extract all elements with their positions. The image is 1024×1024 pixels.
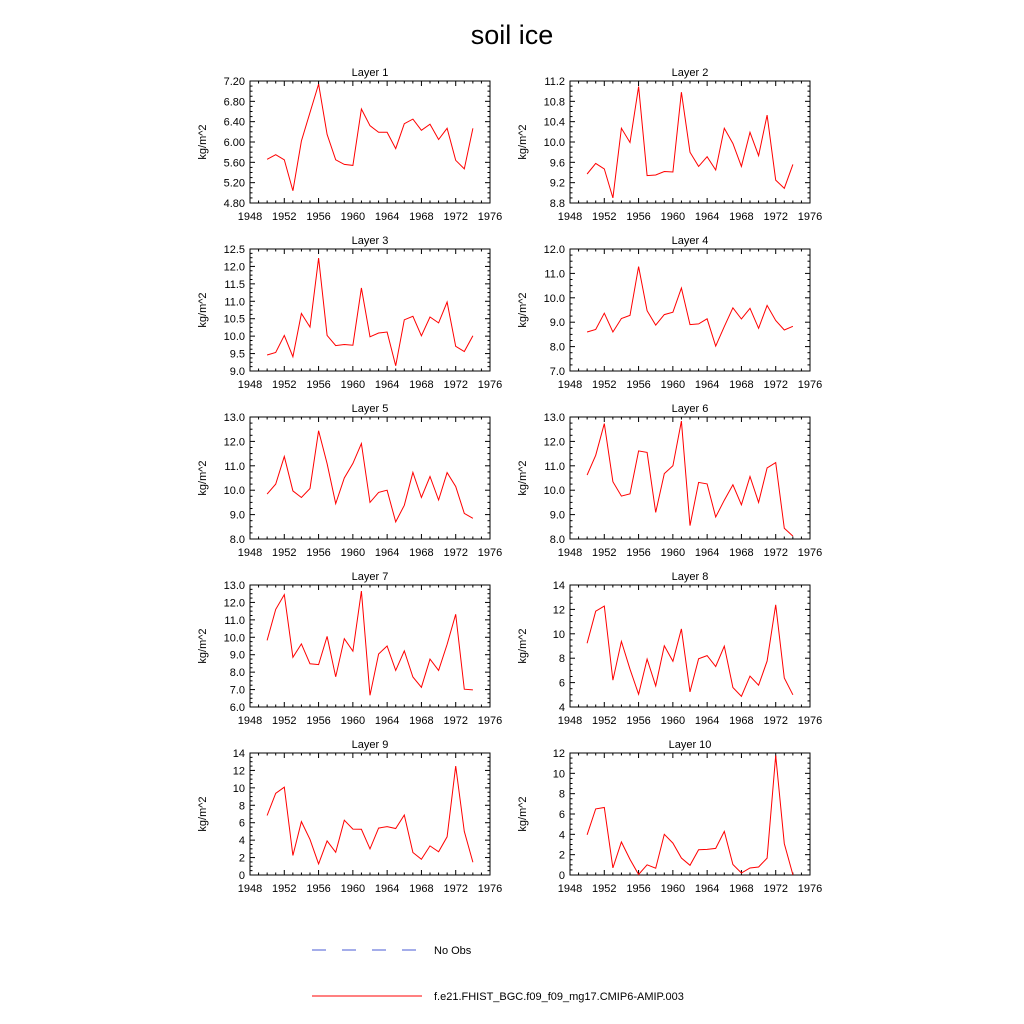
y-axis-label: kg/m^2 <box>517 628 529 664</box>
x-tick-label: 1960 <box>340 715 366 727</box>
x-tick-label: 1956 <box>626 211 651 223</box>
y-axis-label: kg/m^2 <box>197 628 209 664</box>
y-tick-label: 7.20 <box>223 76 245 88</box>
x-tick-label: 1972 <box>763 211 788 223</box>
y-tick-label: 4 <box>558 829 565 842</box>
y-tick-label: 9.5 <box>229 348 245 361</box>
y-tick-label: 9.0 <box>229 649 245 662</box>
x-tick-label: 1960 <box>340 547 366 559</box>
y-tick-label: 10.0 <box>223 331 245 344</box>
x-tick-label: 1952 <box>272 379 297 391</box>
y-tick-label: 10.0 <box>223 632 245 645</box>
x-tick-label: 1952 <box>272 547 297 559</box>
y-tick-label: 10 <box>552 628 565 641</box>
panel-layer-8 <box>517 571 822 727</box>
y-tick-label: 2 <box>558 849 565 862</box>
plot-frame <box>250 585 490 707</box>
y-tick-label: 12 <box>552 604 565 617</box>
plot-frame <box>570 249 810 371</box>
x-tick-label: 1972 <box>763 547 788 559</box>
x-tick-label: 1960 <box>340 211 366 223</box>
figure-title: soil ice <box>470 20 554 50</box>
legend-no-obs-label: No Obs <box>434 945 472 957</box>
panel-title: Layer 4 <box>671 235 709 247</box>
y-tick-label: 12 <box>232 765 245 778</box>
y-tick-label: 10.0 <box>543 485 565 498</box>
x-tick-label: 1960 <box>340 883 366 895</box>
y-tick-label: 11.0 <box>224 460 245 473</box>
x-tick-label: 1960 <box>660 547 686 559</box>
y-tick-label: 9.0 <box>229 366 245 378</box>
y-tick-label: 11.0 <box>544 268 565 281</box>
series-line <box>587 756 793 875</box>
y-tick-label: 9.0 <box>549 317 565 330</box>
panel-title: Layer 10 <box>668 739 712 751</box>
series-line <box>587 87 793 198</box>
y-axis-label: kg/m^2 <box>197 460 209 496</box>
x-tick-label: 1968 <box>729 379 754 391</box>
y-tick-label: 10.0 <box>543 292 565 305</box>
y-tick-label: 6.00 <box>223 137 245 149</box>
legend-model-run-label: f.e21.FHIST_BGC.f09_f09_mg17.CMIP6-AMIP.003 <box>434 991 684 1003</box>
x-tick-label: 1948 <box>557 715 583 727</box>
y-tick-label: 14 <box>232 748 245 760</box>
y-tick-label: 14 <box>552 580 565 592</box>
y-axis-label: kg/m^2 <box>197 796 209 832</box>
x-tick-label: 1976 <box>797 379 823 391</box>
y-tick-label: 7.0 <box>549 366 565 378</box>
x-tick-label: 1964 <box>374 883 400 895</box>
y-tick-label: 8.0 <box>229 667 245 680</box>
y-tick-label: 13.0 <box>223 412 245 424</box>
y-tick-label: 8.0 <box>229 534 245 546</box>
x-tick-label: 1948 <box>557 547 583 559</box>
panel-layer-9 <box>197 739 502 895</box>
y-tick-label: 6 <box>558 677 565 690</box>
x-tick-label: 1956 <box>626 379 651 391</box>
y-tick-label: 13.0 <box>543 412 565 424</box>
series-line <box>587 421 793 536</box>
x-tick-label: 1964 <box>694 883 720 895</box>
x-tick-label: 1976 <box>477 379 503 391</box>
panel-title: Layer 3 <box>351 235 389 247</box>
panel-layer-5 <box>197 403 502 559</box>
panel-layer-1 <box>197 67 502 223</box>
x-tick-label: 1948 <box>557 883 583 895</box>
y-tick-label: 9.0 <box>229 509 245 522</box>
y-tick-label: 6 <box>238 817 245 830</box>
panel-title: Layer 6 <box>671 403 709 415</box>
x-tick-label: 1972 <box>443 547 468 559</box>
series-line <box>267 591 473 695</box>
panel-title: Layer 9 <box>351 739 389 751</box>
y-axis-label: kg/m^2 <box>517 292 529 328</box>
y-tick-label: 0 <box>558 870 565 882</box>
panel-layer-3 <box>197 235 502 391</box>
panel-title: Layer 2 <box>671 67 709 79</box>
panel-layer-7 <box>197 571 502 727</box>
x-tick-label: 1952 <box>592 715 617 727</box>
panel-layer-6 <box>517 403 822 559</box>
x-tick-label: 1960 <box>340 379 366 391</box>
x-tick-label: 1952 <box>272 715 297 727</box>
y-tick-label: 6.80 <box>223 96 245 109</box>
x-tick-label: 1968 <box>729 547 754 559</box>
x-tick-label: 1960 <box>660 211 686 223</box>
x-tick-label: 1976 <box>797 883 823 895</box>
panel-layer-4 <box>517 235 822 391</box>
series-line <box>267 431 473 522</box>
panel-title: Layer 1 <box>351 67 389 79</box>
x-tick-label: 1964 <box>694 547 720 559</box>
x-tick-label: 1956 <box>306 547 331 559</box>
y-tick-label: 9.0 <box>549 509 565 522</box>
y-tick-label: 5.20 <box>223 177 245 190</box>
y-tick-label: 8 <box>238 800 245 813</box>
y-tick-label: 10.0 <box>223 485 245 498</box>
y-tick-label: 5.60 <box>223 157 245 170</box>
plot-frame <box>250 249 490 371</box>
y-tick-label: 4.80 <box>223 198 245 210</box>
y-tick-label: 6.0 <box>229 702 245 714</box>
plot-frame <box>250 417 490 539</box>
x-tick-label: 1976 <box>477 883 503 895</box>
y-tick-label: 10 <box>232 782 245 795</box>
x-tick-label: 1972 <box>443 211 468 223</box>
y-tick-label: 4 <box>558 702 565 714</box>
y-tick-label: 12.5 <box>223 244 245 256</box>
x-tick-label: 1956 <box>626 883 651 895</box>
x-tick-label: 1976 <box>797 547 823 559</box>
x-tick-label: 1952 <box>592 211 617 223</box>
x-tick-label: 1956 <box>306 211 331 223</box>
x-tick-label: 1968 <box>409 547 434 559</box>
x-tick-label: 1976 <box>797 715 823 727</box>
x-tick-label: 1948 <box>237 379 263 391</box>
y-tick-label: 8.0 <box>549 341 565 354</box>
x-tick-label: 1972 <box>443 379 468 391</box>
series-line <box>267 766 473 864</box>
y-tick-label: 9.6 <box>549 157 565 170</box>
y-axis-label: kg/m^2 <box>197 292 209 328</box>
x-tick-label: 1952 <box>272 211 297 223</box>
x-tick-label: 1948 <box>237 547 263 559</box>
x-tick-label: 1952 <box>592 547 617 559</box>
y-tick-label: 11.0 <box>224 614 245 627</box>
y-axis-label: kg/m^2 <box>517 124 529 160</box>
x-tick-label: 1964 <box>374 211 400 223</box>
y-tick-label: 11.5 <box>224 278 245 291</box>
x-tick-label: 1952 <box>592 379 617 391</box>
x-tick-label: 1952 <box>592 883 617 895</box>
panel-layer-2 <box>517 67 822 223</box>
x-tick-label: 1972 <box>763 883 788 895</box>
x-tick-label: 1972 <box>443 715 468 727</box>
x-tick-label: 1956 <box>626 547 651 559</box>
panel-grid <box>197 67 822 895</box>
panel-title: Layer 7 <box>351 571 389 583</box>
x-tick-label: 1968 <box>729 211 754 223</box>
x-tick-label: 1976 <box>477 211 503 223</box>
y-tick-label: 10.4 <box>543 116 565 129</box>
y-tick-label: 8 <box>558 788 565 801</box>
y-tick-label: 12.0 <box>543 436 565 449</box>
x-tick-label: 1972 <box>443 883 468 895</box>
x-tick-label: 1964 <box>694 379 720 391</box>
x-tick-label: 1948 <box>237 211 263 223</box>
x-tick-label: 1964 <box>374 547 400 559</box>
panel-title: Layer 8 <box>671 571 709 583</box>
x-tick-label: 1956 <box>306 883 331 895</box>
x-tick-label: 1960 <box>660 883 686 895</box>
panel-title: Layer 5 <box>351 403 389 415</box>
y-axis-label: kg/m^2 <box>517 460 529 496</box>
legend <box>312 945 684 1003</box>
x-tick-label: 1968 <box>729 883 754 895</box>
series-line <box>587 605 793 697</box>
x-tick-label: 1956 <box>626 715 651 727</box>
x-tick-label: 1976 <box>477 547 503 559</box>
x-tick-label: 1952 <box>272 883 297 895</box>
x-tick-label: 1964 <box>374 715 400 727</box>
x-tick-label: 1968 <box>409 715 434 727</box>
x-tick-label: 1968 <box>409 211 434 223</box>
y-tick-label: 7.0 <box>229 684 245 697</box>
y-tick-label: 8 <box>558 653 565 666</box>
y-tick-label: 12.0 <box>543 244 565 256</box>
x-tick-label: 1968 <box>409 883 434 895</box>
y-tick-label: 0 <box>238 870 245 882</box>
series-line <box>267 84 473 191</box>
series-line <box>587 267 793 347</box>
plot-frame <box>250 81 490 203</box>
x-tick-label: 1972 <box>763 379 788 391</box>
y-tick-label: 12 <box>552 748 565 760</box>
x-tick-label: 1960 <box>660 379 686 391</box>
y-tick-label: 9.2 <box>549 177 565 190</box>
plot-frame <box>570 81 810 203</box>
x-tick-label: 1948 <box>237 715 263 727</box>
y-tick-label: 2 <box>238 852 245 865</box>
y-tick-label: 10.5 <box>223 313 245 326</box>
y-tick-label: 12.0 <box>223 597 245 610</box>
x-tick-label: 1964 <box>694 211 720 223</box>
x-tick-label: 1948 <box>557 379 583 391</box>
x-tick-label: 1960 <box>660 715 686 727</box>
x-tick-label: 1976 <box>797 211 823 223</box>
x-tick-label: 1948 <box>237 883 263 895</box>
y-tick-label: 10 <box>552 768 565 781</box>
y-tick-label: 13.0 <box>223 580 245 592</box>
y-axis-label: kg/m^2 <box>517 796 529 832</box>
x-tick-label: 1948 <box>557 211 583 223</box>
panel-layer-10 <box>517 739 822 895</box>
y-tick-label: 11.0 <box>544 460 565 473</box>
y-axis-label: kg/m^2 <box>197 124 209 160</box>
y-tick-label: 4 <box>238 835 245 848</box>
plot-frame <box>250 753 490 875</box>
x-tick-label: 1964 <box>694 715 720 727</box>
x-tick-label: 1956 <box>306 715 331 727</box>
x-tick-label: 1976 <box>477 715 503 727</box>
y-tick-label: 10.0 <box>543 137 565 149</box>
x-tick-label: 1972 <box>763 715 788 727</box>
y-tick-label: 11.0 <box>224 296 245 309</box>
y-tick-label: 8.8 <box>549 198 565 210</box>
x-tick-label: 1968 <box>729 715 754 727</box>
y-tick-label: 6.40 <box>223 116 245 129</box>
x-tick-label: 1968 <box>409 379 434 391</box>
y-tick-label: 12.0 <box>223 436 245 449</box>
series-line <box>267 258 473 366</box>
y-tick-label: 8.0 <box>549 534 565 546</box>
y-tick-label: 10.8 <box>543 96 565 109</box>
x-tick-label: 1964 <box>374 379 400 391</box>
y-tick-label: 6 <box>558 809 565 821</box>
y-tick-label: 12.0 <box>223 261 245 274</box>
x-tick-label: 1956 <box>306 379 331 391</box>
y-tick-label: 11.2 <box>544 76 565 88</box>
